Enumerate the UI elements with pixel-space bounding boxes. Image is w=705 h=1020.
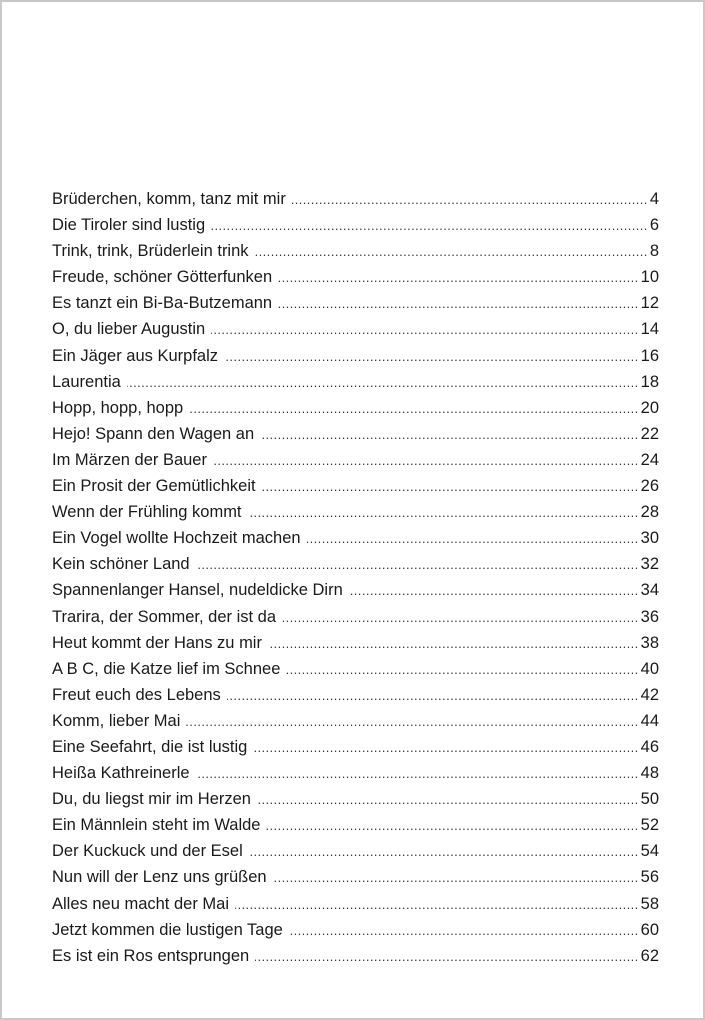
toc-entry-title: Ein Prosit der Gemütlichkeit <box>52 477 256 496</box>
toc-entry <box>52 320 659 346</box>
toc-dot-leader <box>289 923 639 938</box>
toc-entry-page-number: 20 <box>640 398 659 417</box>
toc-dot-leader <box>186 714 638 729</box>
toc-dot-leader <box>349 583 639 598</box>
toc-entry-title: Laurentia <box>52 372 121 391</box>
toc-entry-page-number: 4 <box>649 190 659 208</box>
toc-dot-leader <box>189 401 638 416</box>
toc-entry <box>52 868 659 894</box>
toc-dot-leader <box>273 870 639 885</box>
toc-dot-leader <box>255 244 648 259</box>
toc-entry-page-number: 12 <box>640 294 659 313</box>
toc-dot-leader <box>127 375 639 390</box>
toc-entry <box>52 712 659 738</box>
toc-entry-page-number: 48 <box>640 764 659 783</box>
toc-entry-title: A B C, die Katze lief im Schnee <box>52 659 281 678</box>
toc-entry-title: Alles neu macht der Mai <box>52 894 229 913</box>
toc-entry-page-number: 54 <box>640 842 659 861</box>
toc-entry <box>52 660 659 686</box>
toc-entry-title: Kein schöner Land <box>52 555 190 574</box>
toc-entry-page-number: 32 <box>640 555 659 574</box>
toc-dot-leader <box>286 662 638 677</box>
toc-dot-leader <box>196 766 639 781</box>
toc-entry-title: O, du lieber Augustin <box>52 320 206 339</box>
toc-dot-leader <box>213 453 639 468</box>
toc-entry <box>52 268 659 294</box>
toc-dot-leader <box>211 322 638 337</box>
toc-entry-page-number: 28 <box>640 503 659 522</box>
toc-entry-page-number: 62 <box>640 946 659 965</box>
toc-entry-page-number: 50 <box>640 790 659 809</box>
toc-dot-leader <box>224 349 639 364</box>
toc-entry-title: Die Tiroler sind lustig <box>52 216 206 235</box>
toc-entry-page-number: 26 <box>640 477 659 496</box>
toc-dot-leader <box>235 897 639 912</box>
toc-entry <box>52 242 659 268</box>
toc-entry-title: Nun will der Lenz uns grüßen <box>52 868 267 887</box>
toc-dot-leader <box>211 218 648 233</box>
toc-entry-page-number: 42 <box>640 685 659 704</box>
toc-entry <box>52 529 659 555</box>
toc-entry-title: Ein Männlein steht im Walde <box>52 816 261 835</box>
toc-entry <box>52 921 659 947</box>
toc-entry <box>52 895 659 921</box>
toc-entry <box>52 947 659 973</box>
toc-entry-page-number: 46 <box>640 737 659 756</box>
toc-entry-page-number: 52 <box>640 816 659 835</box>
toc-entry <box>52 294 659 320</box>
toc-entry-title: Eine Seefahrt, die ist lustig <box>52 737 248 756</box>
toc-entry <box>52 581 659 607</box>
toc-dot-leader <box>278 296 639 311</box>
toc-entry-title: Spannenlanger Hansel, nudeldicke Dirn <box>52 581 343 600</box>
toc-dot-leader <box>196 557 639 572</box>
toc-entry <box>52 399 659 425</box>
toc-entry <box>52 790 659 816</box>
toc-entry-title: Du, du liegst mir im Herzen <box>52 790 251 809</box>
toc-entry <box>52 764 659 790</box>
toc-entry-page-number: 30 <box>640 529 659 548</box>
toc-entry <box>52 555 659 581</box>
toc-entry-page-number: 8 <box>649 242 659 261</box>
toc-dot-leader <box>249 844 639 859</box>
toc-entry-title: Trarira, der Sommer, der ist da <box>52 607 277 626</box>
toc-entry-title: Freut euch des Lebens <box>52 685 221 704</box>
toc-entry-page-number: 10 <box>640 268 659 287</box>
toc-entry-page-number: 38 <box>640 633 659 652</box>
toc-entry-page-number: 18 <box>640 372 659 391</box>
toc-dot-leader <box>266 818 638 833</box>
toc-entry-title: Brüderchen, komm, tanz mit mir <box>52 190 286 208</box>
toc-dot-leader <box>248 505 639 520</box>
toc-entry <box>52 634 659 660</box>
toc-entry <box>52 425 659 451</box>
toc-dot-leader <box>292 192 648 207</box>
toc-entry-title: Ein Vogel wollte Hochzeit machen <box>52 529 301 548</box>
toc-entry-title: Wenn der Frühling kommt <box>52 503 242 522</box>
toc-entry-page-number: 6 <box>649 216 659 235</box>
toc-entry <box>52 816 659 842</box>
toc-entry-title: Der Kuckuck und der Esel <box>52 842 243 861</box>
table-of-contents <box>52 190 659 973</box>
toc-entry-title: Trink, trink, Brüderlein trink <box>52 242 249 261</box>
toc-dot-leader <box>268 636 639 651</box>
toc-entry <box>52 686 659 712</box>
toc-entry-title: Hejo! Spann den Wagen an <box>52 424 255 443</box>
toc-dot-leader <box>260 427 639 442</box>
toc-dot-leader <box>253 740 638 755</box>
toc-entry-page-number: 24 <box>640 450 659 469</box>
toc-entry-page-number: 16 <box>640 346 659 365</box>
toc-entry-title: Heut kommt der Hans zu mir <box>52 633 262 652</box>
toc-entry-page-number: 36 <box>640 607 659 626</box>
toc-entry-title: Heißa Kathreinerle <box>52 764 190 783</box>
toc-entry-page-number: 58 <box>640 894 659 913</box>
toc-entry <box>52 503 659 529</box>
toc-entry <box>52 190 659 216</box>
toc-entry-page-number: 60 <box>640 920 659 939</box>
toc-entry-page-number: 34 <box>640 581 659 600</box>
toc-entry-title: Es tanzt ein Bi-Ba-Butzemann <box>52 294 273 313</box>
toc-dot-leader <box>227 688 639 703</box>
toc-dot-leader <box>282 610 639 625</box>
toc-entry <box>52 477 659 503</box>
toc-entry-title: Freude, schöner Götterfunken <box>52 268 273 287</box>
toc-entry-title: Es ist ein Ros entsprungen <box>52 946 250 965</box>
toc-dot-leader <box>255 949 638 964</box>
toc-entry <box>52 216 659 242</box>
toc-entry-page-number: 44 <box>640 711 659 730</box>
toc-entry-page-number: 40 <box>640 659 659 678</box>
toc-entry-page-number: 14 <box>640 320 659 339</box>
toc-entry-title: Komm, lieber Mai <box>52 711 181 730</box>
toc-entry-title: Im Märzen der Bauer <box>52 450 207 469</box>
toc-dot-leader <box>257 792 639 807</box>
toc-entry-title: Hopp, hopp, hopp <box>52 398 184 417</box>
toc-entry <box>52 451 659 477</box>
toc-entry <box>52 373 659 399</box>
toc-entry <box>52 347 659 373</box>
toc-entry-page-number: 22 <box>640 424 659 443</box>
toc-entry-page-number: 56 <box>640 868 659 887</box>
toc-entry-title: Jetzt kommen die lustigen Tage <box>52 920 283 939</box>
toc-entry-title: Ein Jäger aus Kurpfalz <box>52 346 219 365</box>
toc-entry <box>52 842 659 868</box>
toc-dot-leader <box>262 479 639 494</box>
toc-entry <box>52 738 659 764</box>
toc-entry <box>52 608 659 634</box>
toc-dot-leader <box>278 270 639 285</box>
toc-dot-leader <box>307 531 639 546</box>
